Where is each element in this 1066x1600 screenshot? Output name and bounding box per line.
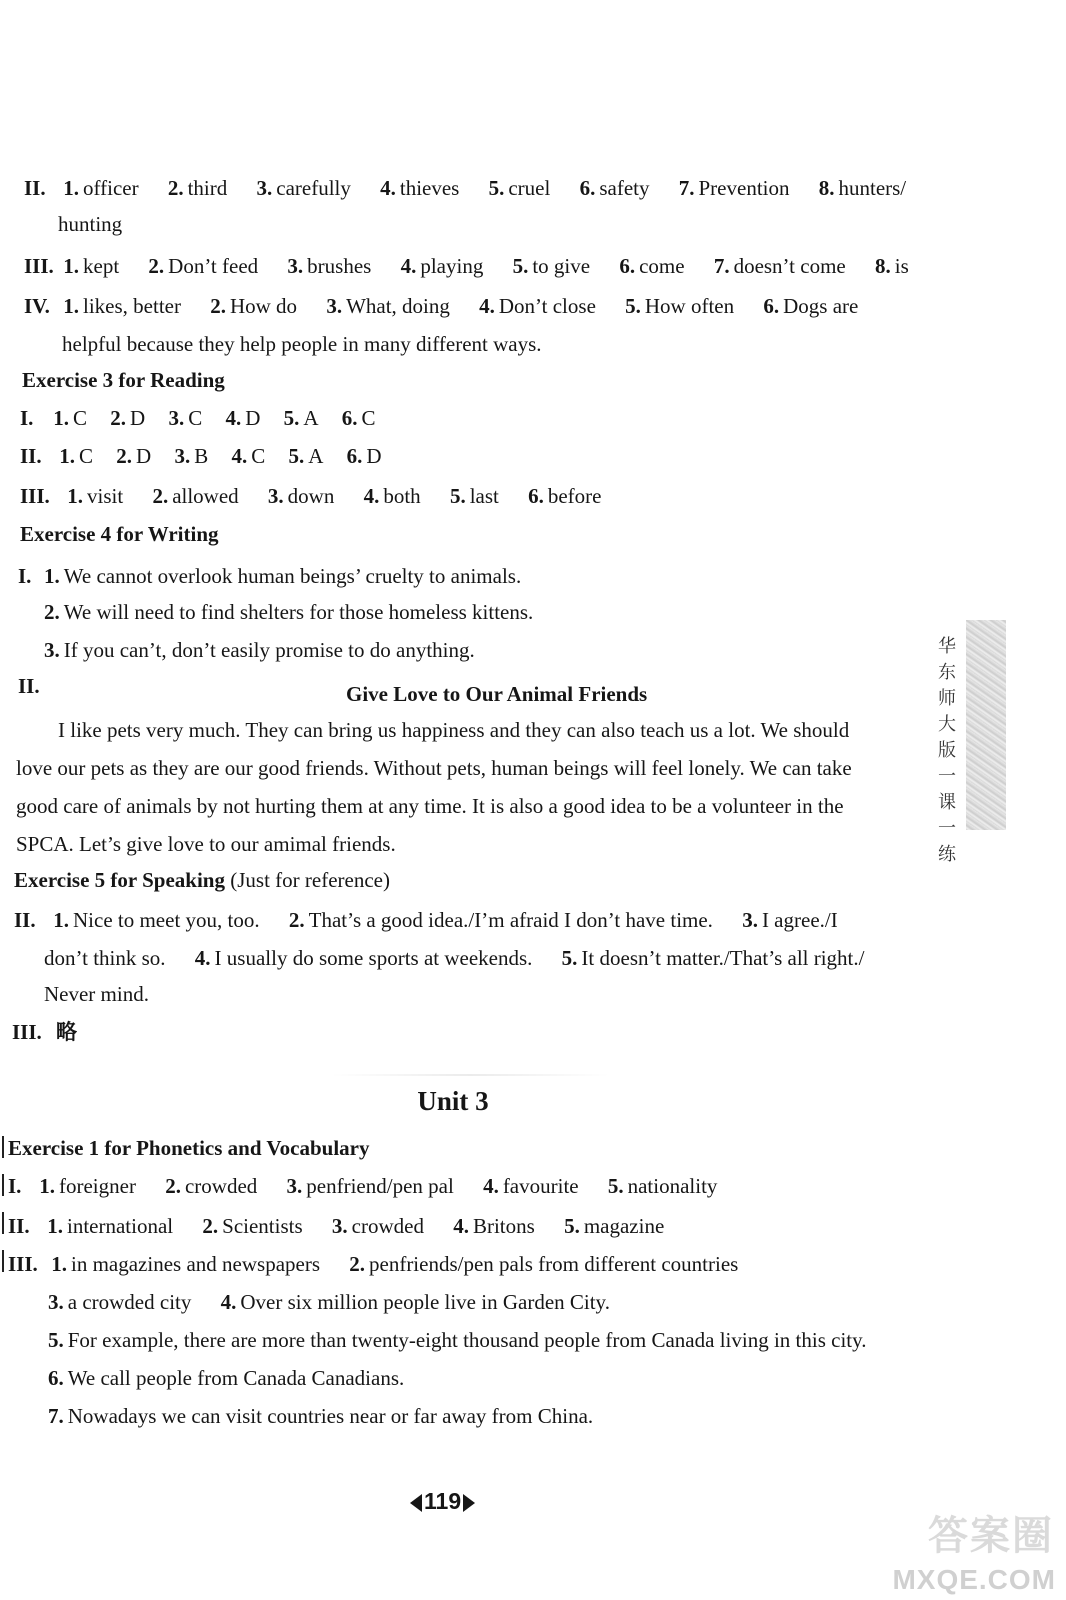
answer-item: 2. D: [116, 444, 152, 468]
answer-item: 5. How often: [625, 294, 735, 318]
section-label: II.: [18, 674, 40, 698]
section-label: IV.: [24, 294, 50, 318]
answer-item: 3. down: [267, 484, 335, 508]
answer-item: 4. Britons: [453, 1214, 535, 1238]
answer-item: 2. How do: [210, 294, 298, 318]
answer-item: 3. brushes: [287, 254, 372, 278]
u3-iii-line-1: [8, 1254, 738, 1275]
answer-item: 3. penfriend/pen pal: [286, 1174, 454, 1198]
watermark: [866, 1504, 1066, 1600]
exercise-5-heading: Exercise 5 for Speaking (Just for reference): [14, 868, 390, 892]
answer-item: 3. I agree./I: [742, 908, 838, 932]
section-label: III.: [20, 484, 50, 508]
answer-item: 1. officer: [63, 176, 139, 200]
answer-item: 5. A: [288, 444, 324, 468]
exercise-4-i-sentence-1: I. 1. We cannot overlook human beings’ cruelty to animals.: [18, 564, 522, 588]
section-iii-line: [24, 256, 909, 277]
answer-item: 8. hunters/: [818, 176, 907, 200]
exercise-4-heading: Exercise 4 for Writing: [20, 522, 219, 546]
answer-item: 5. cruel: [488, 176, 551, 200]
u3-iii-line-2: [48, 1292, 610, 1313]
essay-line: love our pets as they are our good friends. Without pets, human beings will feel lonely. We can take: [16, 756, 852, 780]
exercise-5-iii: III. 略: [12, 1020, 77, 1044]
section-label: II.: [8, 1214, 30, 1238]
exercise-3-iii: [20, 486, 602, 507]
margin-mark: [2, 1136, 4, 1158]
exercise-5-ii-line-1: [14, 910, 838, 931]
watermark-url: MXQE.COM: [892, 1564, 1056, 1595]
answer-item: 2. allowed: [152, 484, 239, 508]
side-label: 华东师大版一课一练: [938, 636, 956, 865]
section-label: I.: [8, 1174, 22, 1198]
answer-item: 1. kept: [63, 254, 120, 278]
answer-item: 4. both: [363, 484, 421, 508]
section-label: II.: [20, 444, 42, 468]
answer-item: 7. Prevention: [678, 176, 790, 200]
reference-note: (Just for reference): [230, 868, 390, 892]
answer-item: 5. magazine: [564, 1214, 665, 1238]
section-label: II.: [24, 176, 46, 200]
margin-mark: [2, 1174, 4, 1196]
right-arrow-icon: [463, 1494, 475, 1512]
margin-mark: [2, 1250, 4, 1272]
answer-item: 6. safety: [579, 176, 650, 200]
section-iv-line: [24, 296, 858, 317]
answer-item: 6. before: [528, 484, 602, 508]
answer-item: 3. What, doing: [326, 294, 450, 318]
answer-item: 3. B: [174, 444, 209, 468]
answer-item: 5. last: [449, 484, 499, 508]
u3-iii-item-7: 7. Nowadays we can visit countries near or far away from China.: [48, 1404, 594, 1428]
section-ii-line-1: [24, 178, 906, 199]
answer-item: 2. third: [167, 176, 228, 200]
section-label: I.: [18, 564, 32, 588]
answer-item: 1. visit: [67, 484, 124, 508]
answer-item: 3. crowded: [331, 1214, 424, 1238]
u3-iii-item-6: 6. We call people from Canada Canadians.: [48, 1366, 405, 1390]
answer-item: don’t think so.: [44, 946, 166, 970]
answer-item: 4. thieves: [380, 176, 460, 200]
answer-item: 6. C: [341, 406, 376, 430]
watermark-logo: 答案圈: [928, 1513, 1054, 1559]
answer-item: 1. Nice to meet you, too.: [53, 908, 260, 932]
divider: [330, 1074, 610, 1076]
u3-exercise-1-heading: Exercise 1 for Phonetics and Vocabulary: [8, 1136, 370, 1160]
essay-line: SPCA. Let’s give love to our amimal friends.: [16, 832, 396, 856]
answer-item: 6. D: [346, 444, 382, 468]
answer-item: 6. Dogs are: [763, 294, 859, 318]
answer-item: 4. D: [225, 406, 261, 430]
answer-item: 5. A: [283, 406, 319, 430]
answer-item: 3. C: [168, 406, 203, 430]
answer-item: 4. favourite: [483, 1174, 579, 1198]
answer-item: 5. nationality: [607, 1174, 718, 1198]
answer-item: 2. Don’t feed: [148, 254, 259, 278]
essay-line: good care of animals by not hurting them at any time. It is also a good idea to be a volunteer in the: [16, 794, 844, 818]
answer-item: 2. penfriends/pen pals from different countries: [349, 1252, 739, 1276]
exercise-4-ii-label: [18, 676, 52, 697]
answer-item: 5. to give: [512, 254, 591, 278]
answer-item: 4. C: [231, 444, 266, 468]
answer-item: 4. playing: [400, 254, 484, 278]
exercise-4-i-sentence-2: 2. We will need to find shelters for those homeless kittens.: [44, 600, 534, 624]
u3-iii-item-5: 5. For example, there are more than twenty-eight thousand people from Canada living in this city.: [48, 1328, 867, 1352]
answer-item: 2. That’s a good idea./I’m afraid I don’t have time.: [288, 908, 713, 932]
section-label: I.: [20, 406, 34, 430]
answer-item: 6. come: [619, 254, 685, 278]
answer-item: 7. doesn’t come: [713, 254, 846, 278]
section-label: III.: [12, 1020, 42, 1044]
answer-item: 3. a crowded city: [48, 1290, 192, 1314]
exercise-3-ii: [20, 446, 400, 467]
answer-item: 1. C: [59, 444, 94, 468]
left-arrow-icon: [410, 1494, 422, 1512]
answer-item: 1. C: [53, 406, 88, 430]
answer-item: 2. Scientists: [202, 1214, 303, 1238]
answer-item: 1. foreigner: [39, 1174, 136, 1198]
section-label: III.: [8, 1252, 38, 1276]
exercise-4-i-sentence-3: 3. If you can’t, don’t easily promise to do anything.: [44, 638, 475, 662]
answer-item: 4. Don’t close: [479, 294, 596, 318]
answer-item: 2. crowded: [165, 1174, 258, 1198]
unit-title: Unit 3: [417, 1086, 489, 1116]
page-number: 119: [410, 1490, 475, 1513]
answer-item: 4. I usually do some sports at weekends.: [194, 946, 533, 970]
answer-item: 1. international: [47, 1214, 174, 1238]
section-ii-line-2: hunting: [58, 212, 123, 236]
answer-item: 4. Over six million people live in Garden City.: [220, 1290, 610, 1314]
section-iv-continuation: helpful because they help people in many different ways.: [62, 332, 542, 356]
essay-title: Give Love to Our Animal Friends: [346, 682, 648, 706]
u3-ii-line: [8, 1216, 664, 1237]
answer-item: 3. carefully: [256, 176, 351, 200]
essay-line: I like pets very much. They can bring us happiness and they can also teach us a lot. We should: [58, 718, 850, 742]
u3-i-line: [8, 1176, 717, 1197]
answer-item: 2. D: [110, 406, 146, 430]
margin-mark: [2, 1212, 4, 1234]
section-label: III.: [24, 254, 54, 278]
exercise-5-ii-line-3: Never mind.: [44, 982, 149, 1006]
answer-item: 8. is: [874, 254, 909, 278]
answer-item: 1. in magazines and newspapers: [51, 1252, 320, 1276]
side-tab-texture: [966, 620, 1006, 830]
exercise-3-i: [20, 408, 394, 429]
answer-item: 1. likes, better: [63, 294, 181, 318]
section-label: II.: [14, 908, 36, 932]
exercise-3-heading: Exercise 3 for Reading: [22, 368, 225, 392]
answer-item: 5. It doesn’t matter./That’s all right./: [561, 946, 865, 970]
exercise-5-ii-line-2: [44, 948, 864, 969]
